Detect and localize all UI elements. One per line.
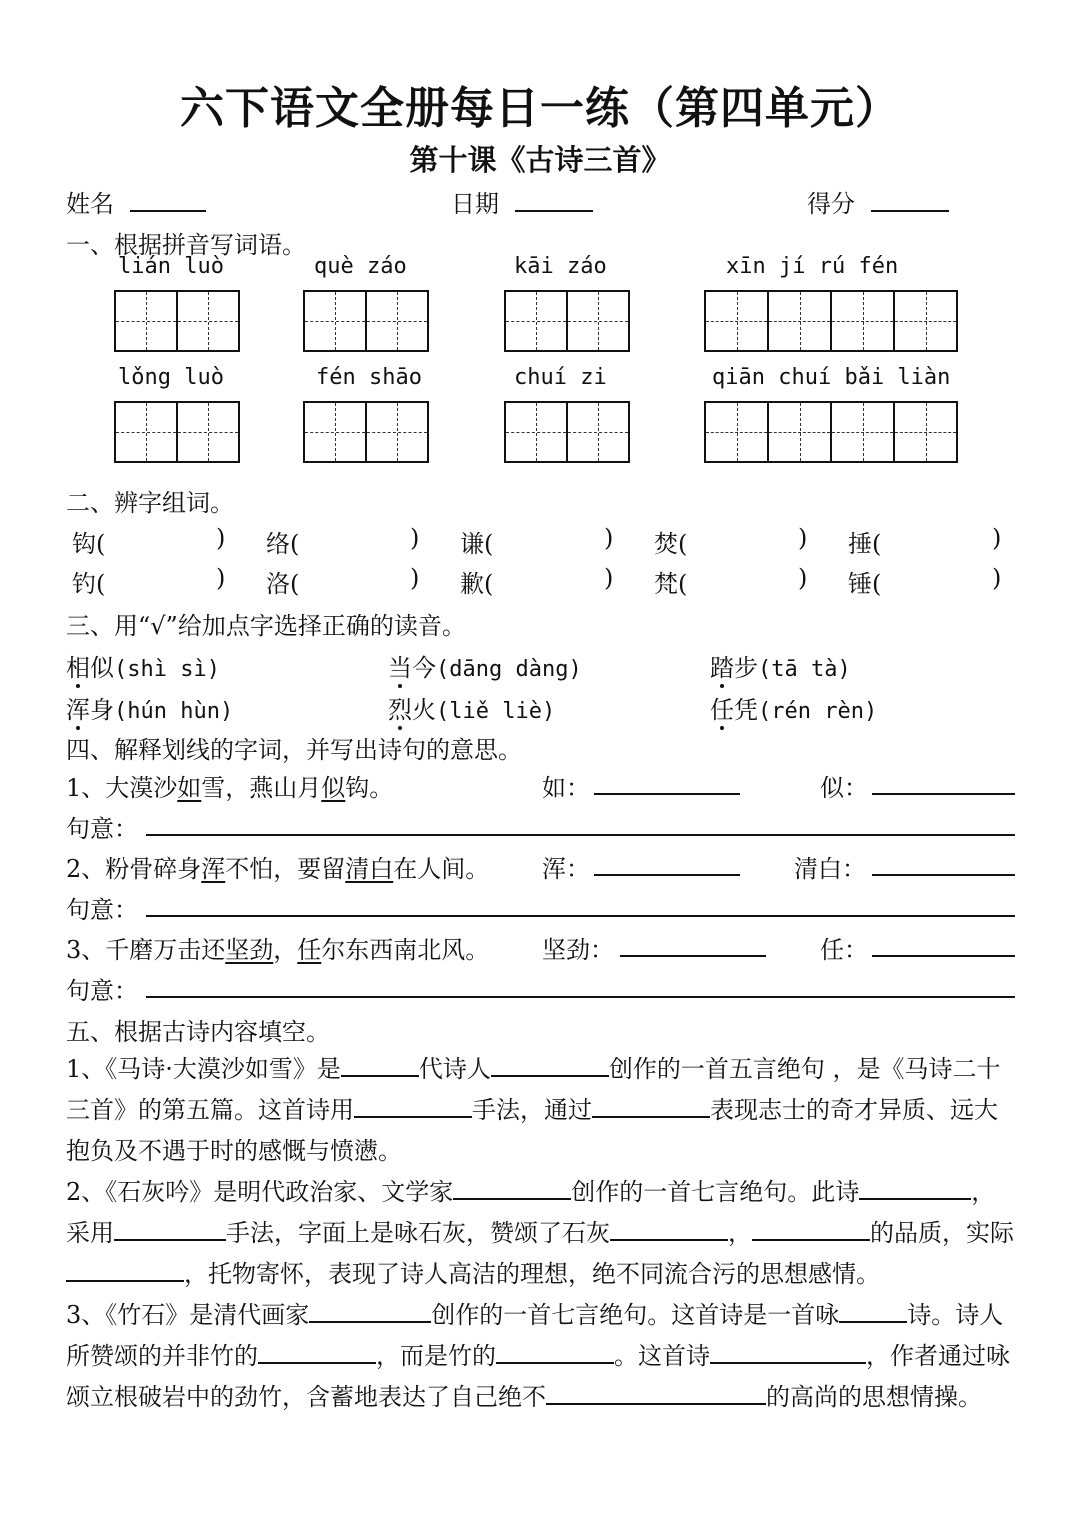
fill-blank[interactable] <box>546 1379 766 1405</box>
writing-grid[interactable] <box>114 290 240 352</box>
page-title: 六下语文全册每日一练（第四单元） <box>180 83 900 134</box>
explain-label: 清白： <box>794 855 866 883</box>
date-label: 日期 <box>451 190 499 218</box>
poem-line-2: 2、粉骨碎身浑不怕，要留清白在人间。 <box>66 855 490 883</box>
word-pair-item[interactable]: 歉( <box>460 570 494 598</box>
answer-line[interactable] <box>620 955 766 957</box>
fill-blank[interactable] <box>341 1051 419 1077</box>
dotted-char: 踏 <box>710 654 734 682</box>
writing-grid[interactable] <box>303 290 429 352</box>
dotted-char: 当 <box>388 654 412 682</box>
fill-blank[interactable] <box>592 1092 710 1118</box>
name-blank[interactable] <box>130 186 206 212</box>
close-paren: ) <box>604 524 614 552</box>
explain-label: 浑： <box>542 855 590 883</box>
fill-blank[interactable] <box>496 1338 614 1364</box>
pinyin-que-zao: què záo <box>314 254 407 279</box>
dotted-char: 相 <box>66 654 90 682</box>
answer-line[interactable] <box>872 874 1015 876</box>
writing-grid[interactable] <box>704 290 958 352</box>
pinyin-xin-ji-ru-fen: xīn jí rú fén <box>726 254 899 279</box>
explain-label: 任： <box>820 936 868 964</box>
section5-heading: 五、根据古诗内容填空。 <box>66 1018 330 1046</box>
answer-line[interactable] <box>594 874 740 876</box>
fill-paragraph-2: 2、《石灰吟》是明代政治家、文学家 创作的一首七言绝句。此诗 ，采用 手法，字面上是咏石灰，赞颂了石灰 ， 的品质，实际，托物寄怀，表现了诗人高洁的理想，绝不同流合污的思想感情。 <box>66 1172 1016 1295</box>
reading-choice[interactable]: 烈火(liě liè) <box>388 696 556 724</box>
dotted-char: 任 <box>710 696 734 724</box>
close-paren: ) <box>216 564 226 592</box>
writing-grid[interactable] <box>704 401 958 463</box>
meaning-label: 句意： <box>66 977 138 1005</box>
close-paren: ) <box>798 524 808 552</box>
fill-blank[interactable] <box>309 1297 431 1323</box>
poem-line-3: 3、千磨万击还坚劲，任尔东西南北风。 <box>66 936 490 964</box>
answer-line[interactable] <box>872 793 1015 795</box>
pinyin-lian-luo: lián luò <box>118 254 224 279</box>
answer-line[interactable] <box>594 793 740 795</box>
meaning-answer-line[interactable] <box>146 915 1015 917</box>
reading-choice[interactable]: 踏步(tā tà) <box>710 654 851 682</box>
pinyin-long-luo: lǒng luò <box>118 365 224 390</box>
fill-blank[interactable] <box>752 1215 870 1241</box>
writing-grid[interactable] <box>504 401 630 463</box>
fill-blank[interactable] <box>491 1051 609 1077</box>
pinyin-kai-zao: kāi záo <box>514 254 607 279</box>
close-paren: ) <box>798 564 808 592</box>
lesson-subtitle: 第十课《古诗三首》 <box>409 143 671 177</box>
section2-heading: 二、辨字组词。 <box>66 489 234 517</box>
date-field[interactable] <box>451 184 593 219</box>
fill-paragraph-1: 1、《马诗·大漠沙如雪》是 代诗人 创作的一首五言绝句 ，是《马诗二十三首》的第五篇。这首诗用 手法，通过 表现志士的奇才异质、远大抱负及不遇于时的感慨与愤懑。 <box>66 1049 1016 1172</box>
fill-blank[interactable] <box>66 1256 184 1282</box>
fill-paragraph-3: 3、《竹石》是清代画家 创作的一首七言绝句。这首诗是一首咏 诗。诗人所赞颂的并非竹的 ，而是竹的 。这首诗 ，作者通过咏颂立根破岩中的劲竹，含蓄地表达了自己绝不 的高尚的思想情操。 <box>66 1295 1016 1418</box>
fill-blank[interactable] <box>710 1338 866 1364</box>
explain-label: 坚劲： <box>542 936 614 964</box>
explain-label: 如： <box>542 774 590 802</box>
reading-choice[interactable]: 任凭(rén rèn) <box>710 696 878 724</box>
date-blank[interactable] <box>515 186 593 212</box>
word-pair-item[interactable]: 焚( <box>654 530 688 558</box>
score-label: 得分 <box>807 190 855 218</box>
word-pair-item[interactable]: 洛( <box>266 570 300 598</box>
reading-choice[interactable]: 相似(shì sì) <box>66 654 220 682</box>
section3-heading: 三、用“√”给加点字选择正确的读音。 <box>66 612 466 640</box>
word-pair-item[interactable]: 钓( <box>72 570 106 598</box>
name-label: 姓名 <box>66 190 114 218</box>
score-field[interactable] <box>807 184 949 219</box>
word-pair-item[interactable]: 捶( <box>848 530 882 558</box>
close-paren: ) <box>992 524 1002 552</box>
name-field[interactable] <box>66 184 206 219</box>
pinyin-chui-zi: chuí zi <box>514 365 607 390</box>
close-paren: ) <box>992 564 1002 592</box>
word-pair-item[interactable]: 谦( <box>460 530 494 558</box>
fill-blank[interactable] <box>354 1092 472 1118</box>
section1-heading: 一、根据拼音写词语。 <box>66 231 306 259</box>
answer-line[interactable] <box>872 955 1015 957</box>
close-paren: ) <box>410 564 420 592</box>
word-pair-item[interactable]: 锤( <box>848 570 882 598</box>
close-paren: ) <box>410 524 420 552</box>
writing-grid[interactable] <box>504 290 630 352</box>
meaning-label: 句意： <box>66 896 138 924</box>
writing-grid[interactable] <box>303 401 429 463</box>
reading-choice[interactable]: 浑身(hún hùn) <box>66 696 234 724</box>
fill-blank[interactable] <box>114 1215 226 1241</box>
fill-blank[interactable] <box>610 1215 728 1241</box>
close-paren: ) <box>604 564 614 592</box>
word-pair-item[interactable]: 络( <box>266 530 300 558</box>
close-paren: ) <box>216 524 226 552</box>
pinyin-qian-chui-bai-lian: qiān chuí bǎi liàn <box>712 365 951 390</box>
word-pair-item[interactable]: 钩( <box>72 530 106 558</box>
meaning-answer-line[interactable] <box>146 996 1015 998</box>
fill-blank[interactable] <box>258 1338 376 1364</box>
fill-blank[interactable] <box>839 1297 907 1323</box>
pinyin-fen-shao: fén shāo <box>316 365 422 390</box>
poem-line-1: 1、大漠沙如雪，燕山月似钩。 <box>66 774 394 802</box>
writing-grid[interactable] <box>114 401 240 463</box>
dotted-char: 浑 <box>66 696 90 724</box>
score-blank[interactable] <box>871 186 949 212</box>
section4-heading: 四、解释划线的字词，并写出诗句的意思。 <box>66 736 522 764</box>
reading-choice[interactable]: 当今(dāng dàng) <box>388 654 582 682</box>
fill-blank[interactable] <box>859 1174 971 1200</box>
fill-blank[interactable] <box>453 1174 571 1200</box>
explain-label: 似： <box>820 774 868 802</box>
dotted-char: 烈 <box>388 696 412 724</box>
word-pair-item[interactable]: 梵( <box>654 570 688 598</box>
meaning-label: 句意： <box>66 815 138 843</box>
meaning-answer-line[interactable] <box>146 834 1015 836</box>
